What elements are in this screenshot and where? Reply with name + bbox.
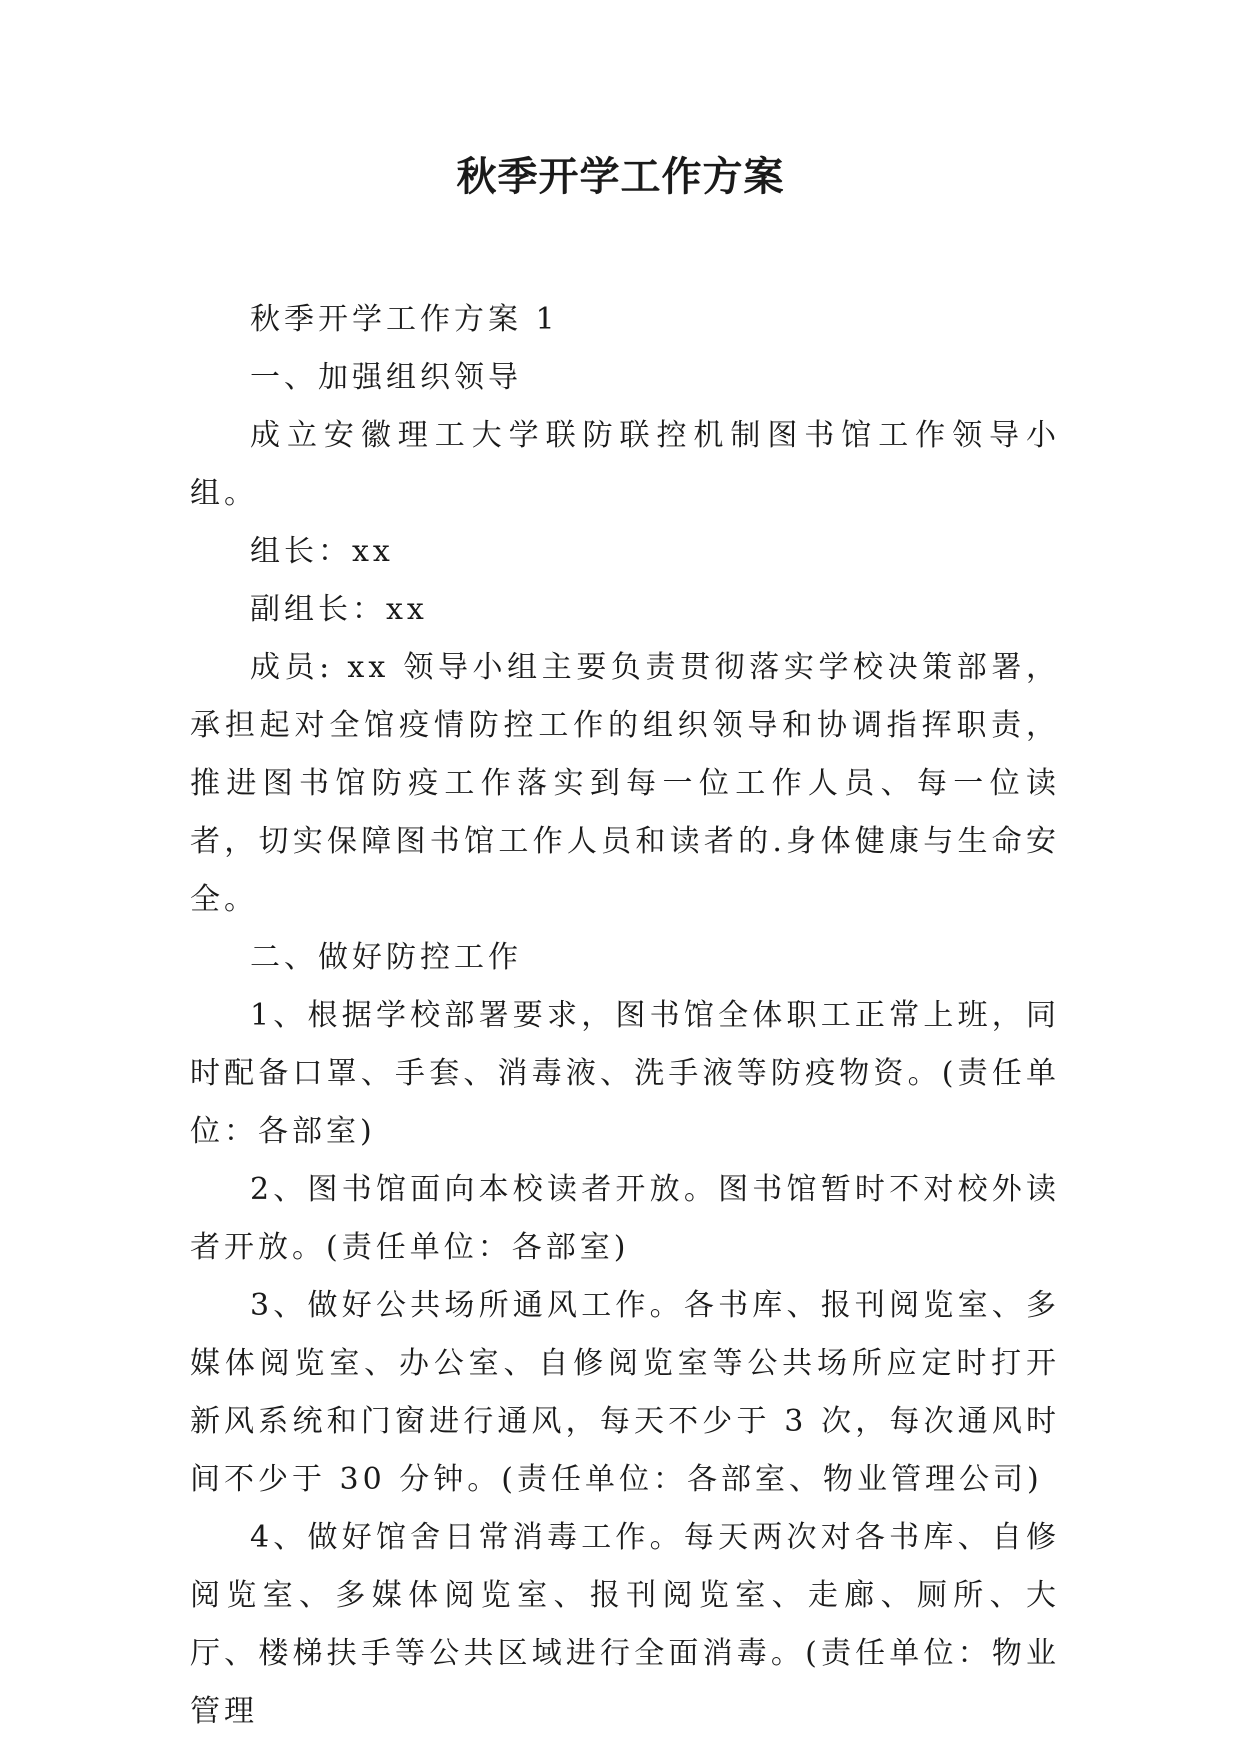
subsection-heading: 二、做好防控工作 (250, 940, 522, 975)
paragraph: 3、做好公共场所通风工作。各书库、报刊阅览室、多媒体阅览室、办公室、自修阅览室等公共场所应定时打开新风系统和门窗进行通风，每天不少于 3 次，每次通风时间不少于 30 分钟。(责任单位：各部室、物业管理公司) (190, 1288, 1060, 1497)
paragraph: 成员: xx 领导小组主要负责贯彻落实学校决策部署，承担起对全馆疫情防控工作的组织领导和协调指挥职责，推进图书馆防疫工作落实到每一位工作人员、每一位读者，切实保障图书馆工作人员和读者的.身体健康与生命安全。 (190, 650, 1060, 917)
paragraph: 1、根据学校部署要求，图书馆全体职工正常上班，同时配备口罩、手套、消毒液、洗手液等防疫物资。(责任单位：各部室) (190, 998, 1060, 1149)
paragraph: 组长：xx (250, 534, 394, 569)
paragraph: 副组长：xx (250, 592, 428, 627)
paragraph: 成立安徽理工大学联防联控机制图书馆工作领导小组。 (190, 418, 1060, 511)
paragraph: 2、图书馆面向本校读者开放。图书馆暂时不对校外读者开放。(责任单位：各部室) (190, 1172, 1060, 1265)
document-body (190, 291, 1060, 1741)
subsection-heading: 一、加强组织领导 (250, 360, 522, 395)
paragraph: 4、做好馆舍日常消毒工作。每天两次对各书库、自修阅览室、多媒体阅览室、报刊阅览室、走廊、厕所、大厅、楼梯扶手等公共区域进行全面消毒。(责任单位：物业管理 (190, 1520, 1060, 1729)
section-heading: 秋季开学工作方案 1 (250, 302, 559, 337)
document-title: 秋季开学工作方案 (456, 154, 785, 200)
